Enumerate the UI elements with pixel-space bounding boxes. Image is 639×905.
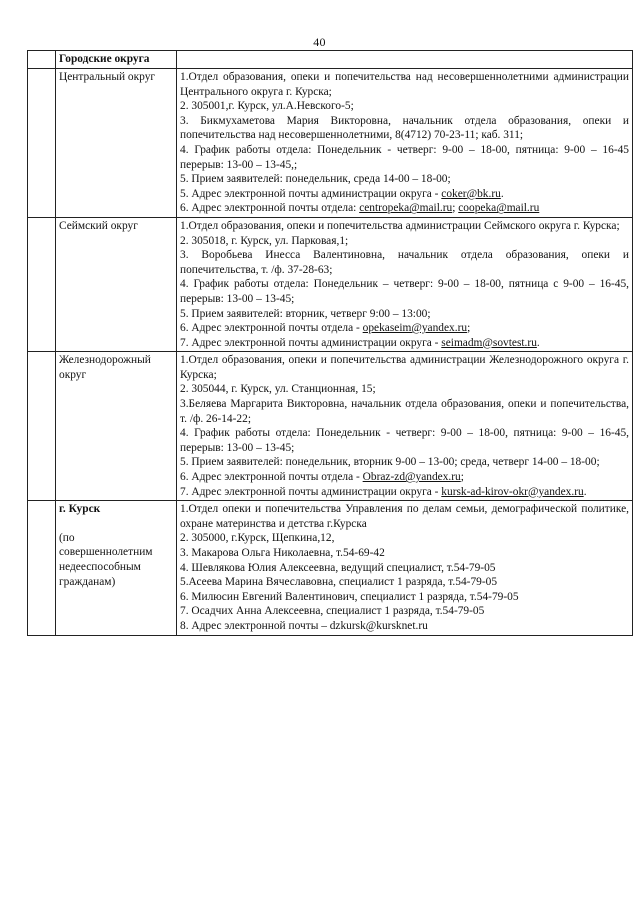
detail-line <box>180 382 629 397</box>
districts-table-body <box>28 51 633 636</box>
detail-text: 3. Воробьева Инесса Валентиновна, начальник отдела образования, опеки и попечительства, т. /ф. 37-28-63; <box>180 249 629 276</box>
detail-line <box>180 201 629 216</box>
detail-line <box>180 531 629 546</box>
detail-text: . <box>536 336 540 349</box>
detail-line <box>180 546 629 561</box>
district-details-cell <box>177 352 633 501</box>
header-empty-cell <box>177 51 633 69</box>
email-link[interactable]: centropeka@mail.ru <box>359 202 453 215</box>
detail-text: 1.Отдел образования, опеки и попечительства администрации Железнодорожного округа г. Курска; <box>180 354 629 381</box>
detail-line <box>180 143 629 172</box>
detail-text: 7. Адрес электронной почты администрации округа - <box>180 485 442 498</box>
detail-line <box>180 604 629 619</box>
district-name: Центральный округ <box>59 71 156 83</box>
detail-text: 2. 305044, г. Курск, ул. Станционная, 15; <box>180 383 376 396</box>
detail-line <box>180 114 629 143</box>
row-empty-cell <box>28 69 56 218</box>
district-details-cell <box>177 217 633 351</box>
detail-line <box>180 321 629 336</box>
table-row <box>28 501 633 635</box>
district-details-cell <box>177 69 633 218</box>
district-name-cell <box>56 501 177 635</box>
detail-line <box>180 99 629 114</box>
email-link[interactable]: opekaseim@yandex.ru <box>362 322 468 335</box>
email-link[interactable]: Obraz-zd@yandex.ru <box>362 471 461 484</box>
detail-line <box>180 219 629 234</box>
district-name: округ <box>59 368 87 381</box>
district-name: совершеннолетним <box>59 546 153 559</box>
header-empty-cell <box>28 51 56 69</box>
detail-line <box>180 307 629 322</box>
detail-text: 1.Отдел опеки и попечительства Управления по делам семьи, демографической политике, охране материнства и детства г.Курска <box>180 503 629 530</box>
districts-table <box>27 50 633 636</box>
detail-line <box>180 426 629 455</box>
district-details-cell <box>177 501 633 635</box>
district-name: Сеймский округ <box>59 219 138 232</box>
email-link[interactable]: coopeka@mail.ru <box>458 202 540 215</box>
email-link[interactable]: coker@bk.ru <box>441 187 501 200</box>
email-link[interactable]: seimadm@sovtest.ru <box>441 336 537 349</box>
detail-line <box>180 502 629 531</box>
row-empty-cell <box>28 352 56 501</box>
detail-line <box>180 561 629 576</box>
detail-text: 4. График работы отдела: Понедельник - четверг: 9-00 – 18-00, пятница: 9-00 – 16-45 перерыв: 13-00 – 13-45,; <box>180 143 629 171</box>
detail-line <box>180 187 629 202</box>
detail-text: ; <box>460 471 464 484</box>
detail-text: 5. Прием заявителей: понедельник, среда 14-00 – 18-00; <box>180 173 451 186</box>
detail-text: 7. Адрес электронной почты администрации округа - <box>180 336 442 349</box>
row-empty-cell <box>28 217 56 351</box>
detail-text: 5. Прием заявителей: вторник, четверг 9:00 – 13:00; <box>180 307 431 320</box>
detail-text: 6. Адрес электронной почты отдела: <box>180 202 360 215</box>
detail-text: 8. Адрес электронной почты – dzkursk@kursknet.ru <box>180 619 428 632</box>
detail-line <box>180 619 629 634</box>
detail-line <box>180 172 629 187</box>
district-name-cell <box>56 352 177 501</box>
detail-text: 1.Отдел образования, опеки и попечительства администрации Сеймского округа г. Курска; <box>180 219 620 232</box>
email-link[interactable]: kursk-ad-kirov-okr@yandex.ru <box>441 485 584 498</box>
detail-text: 5. Прием заявителей: понедельник, вторник 9-00 – 13-00; среда, четверг 14-00 – 18-00; <box>180 456 600 469</box>
detail-text: 3. Макарова Ольга Николаевна, т.54-69-42 <box>180 547 385 559</box>
detail-line <box>180 455 629 470</box>
header-title: Городские округа <box>56 51 177 69</box>
detail-text: 3.Беляева Маргарита Викторовна, начальник отдела образования, опеки и попечительства, т. /ф. 26-14-22; <box>180 398 629 425</box>
detail-line <box>180 590 629 605</box>
detail-text: ; <box>452 202 459 215</box>
detail-line <box>180 397 629 426</box>
detail-text: 7. Осадчих Анна Алексеевна, специалист 1 разряда, т.54-79-05 <box>180 605 485 618</box>
detail-text: 5.Асеева Марина Вячеславовна, специалист 1 разряда, т.54-79-05 <box>180 576 498 589</box>
detail-text: 5. Адрес электронной почты администрации округа - <box>180 187 442 200</box>
district-name: Железнодорожный <box>59 354 151 367</box>
table-header-row <box>28 51 633 69</box>
page-number: 40 <box>313 35 326 49</box>
detail-line <box>180 234 629 249</box>
detail-line <box>180 277 629 306</box>
district-name-cell <box>56 217 177 351</box>
detail-text: 2. 305001,г. Курск, ул.А.Невского-5; <box>180 100 354 113</box>
detail-text: 4. График работы отдела: Понедельник – четверг: 9-00 – 18-00, пятница с 9-00 – 16-45, перерыв: 13-00 – 13-45; <box>180 278 629 305</box>
detail-text: 3. Бикмухаметова Мария Викторовна, начальник отдела образования, опеки и попечительства над несовершеннолетними, 8(4712) 70-23-11; каб. 311; <box>180 114 629 142</box>
detail-line <box>180 470 629 485</box>
district-name: гражданам) <box>59 575 116 588</box>
detail-text: 6. Милюсин Евгений Валентинович, специалист 1 разряда, т.54-79-05 <box>180 590 519 603</box>
detail-text: 6. Адрес электронной почты отдела - <box>180 322 363 335</box>
detail-line <box>180 485 629 500</box>
table-row <box>28 352 633 501</box>
detail-line <box>180 575 629 590</box>
row-empty-cell <box>28 501 56 635</box>
detail-line <box>180 336 629 351</box>
detail-text: 4. Шевлякова Юлия Алексеевна, ведущий специалист, т.54-79-05 <box>180 561 496 574</box>
detail-line <box>180 353 629 382</box>
detail-line <box>180 70 629 99</box>
district-name: (по <box>59 531 75 544</box>
detail-text: 6. Адрес электронной почты отдела - <box>180 471 363 484</box>
detail-text: 2. 305000, г.Курск, Щепкина,12, <box>180 532 335 545</box>
detail-text: 4. График работы отдела: Понедельник - четверг: 9-00 – 18-00, пятница: 9-00 – 16-45, перерыв: 13-00 – 13-45; <box>180 427 629 454</box>
district-name: недееспособным <box>59 561 141 573</box>
table-row <box>28 217 633 351</box>
detail-text: 2. 305018, г. Курск, ул. Парковая,1; <box>180 234 349 247</box>
table-row <box>28 69 633 218</box>
detail-text: ; <box>467 322 471 335</box>
detail-text: . <box>500 187 504 200</box>
district-name-cell <box>56 69 177 218</box>
district-title: г. Курск <box>59 503 101 516</box>
detail-text: 1.Отдел образования, опеки и попечительства над несовершеннолетними администрации Центрального округа г. Курска; <box>180 71 629 98</box>
detail-text: . <box>583 485 587 498</box>
detail-line <box>180 248 629 277</box>
